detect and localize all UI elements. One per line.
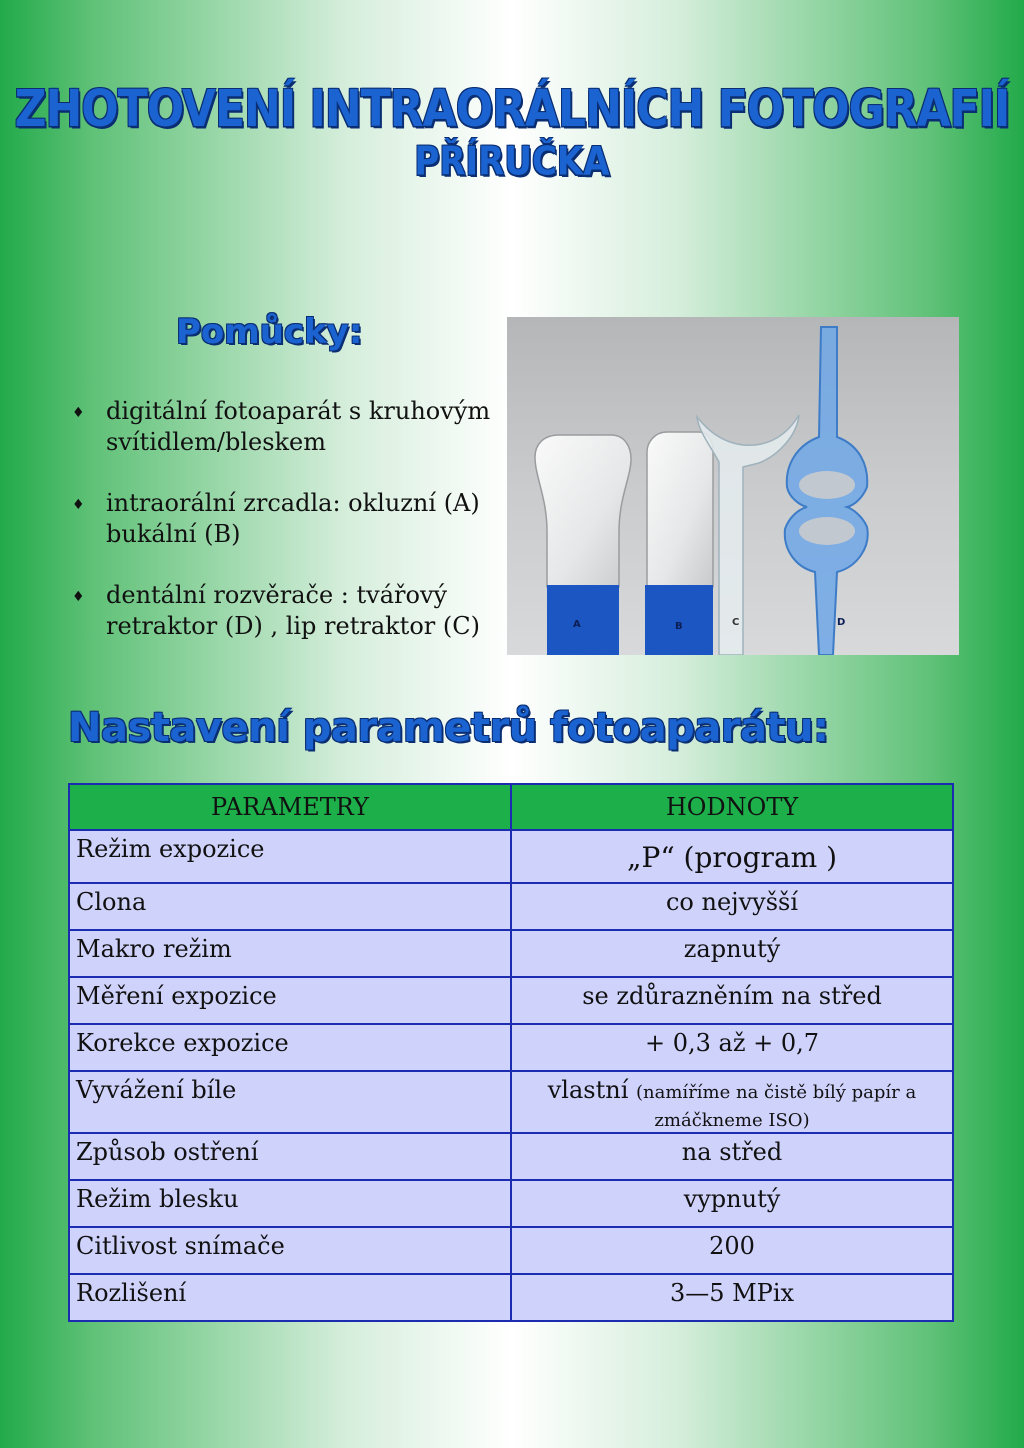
page-title: ZHOTOVENÍ INTRAORÁLNÍCH FOTOGRAFIÍ	[14, 80, 1010, 139]
tool-item-camera	[72, 396, 502, 458]
params-table	[68, 783, 954, 1322]
param-value: se zdůrazněním na střed	[511, 977, 953, 1024]
param-value: co nejvyšší	[511, 883, 953, 930]
diamond-bullet-icon: ♦	[72, 405, 85, 421]
param-name: Režim blesku	[69, 1180, 511, 1227]
diamond-bullet-icon: ♦	[72, 589, 85, 605]
tool-item-label: dentální rozvěrače : tvářový retraktor (D) , lip retraktor (C)	[106, 581, 480, 640]
photo-label-a: A	[573, 619, 581, 630]
table-row	[69, 977, 953, 1024]
photo-label-d: D	[837, 617, 846, 628]
tools-heading: Pomůcky:	[176, 312, 363, 352]
tool-item-mirrors	[72, 488, 502, 550]
table-row	[69, 1133, 953, 1180]
param-name: Způsob ostření	[69, 1133, 511, 1180]
table-row	[69, 830, 953, 883]
table-row	[69, 1180, 953, 1227]
param-name: Korekce expozice	[69, 1024, 511, 1071]
photo-label-c: C	[732, 617, 740, 628]
param-name: Makro režim	[69, 930, 511, 977]
params-heading: Nastavení parametrů fotoaparátu:	[68, 705, 829, 751]
tools-list	[72, 396, 502, 672]
page-subtitle: PŘÍRUČKA	[414, 139, 610, 185]
column-header-parameters: PARAMETRY	[69, 784, 511, 830]
table-row	[69, 1071, 953, 1133]
param-value: + 0,3 až + 0,7	[511, 1024, 953, 1071]
tool-item-label: digitální fotoaparát s kruhovým svítidlem/bleskem	[106, 397, 491, 456]
param-value: zapnutý	[511, 930, 953, 977]
param-name: Režim expozice	[69, 830, 511, 883]
photo-label-b: B	[675, 621, 683, 632]
param-value: 3—5 MPix	[511, 1274, 953, 1321]
param-value: na střed	[511, 1133, 953, 1180]
dental-tools-photo	[507, 317, 959, 655]
param-name: Citlivost snímače	[69, 1227, 511, 1274]
table-row	[69, 1227, 953, 1274]
table-row	[69, 1024, 953, 1071]
param-value: „P“ (program )	[511, 830, 953, 883]
param-value: 200	[511, 1227, 953, 1274]
table-header-row	[69, 784, 953, 830]
table-row	[69, 883, 953, 930]
param-value: vypnutý	[511, 1180, 953, 1227]
param-name: Rozlišení	[69, 1274, 511, 1321]
param-value-cell	[511, 1071, 953, 1133]
param-note: (namíříme na čistě bílý papír a zmáčkneme ISO)	[636, 1082, 917, 1131]
table-row	[69, 930, 953, 977]
param-name: Clona	[69, 883, 511, 930]
param-value: vlastní	[547, 1076, 629, 1104]
column-header-values: HODNOTY	[511, 784, 953, 830]
param-name: Měření expozice	[69, 977, 511, 1024]
tool-item-label: intraorální zrcadla: okluzní (A) bukální (B)	[106, 489, 480, 548]
tool-item-retractors	[72, 580, 502, 642]
diamond-bullet-icon: ♦	[72, 497, 85, 513]
param-name: Vyvážení bíle	[69, 1071, 511, 1133]
table-row	[69, 1274, 953, 1321]
